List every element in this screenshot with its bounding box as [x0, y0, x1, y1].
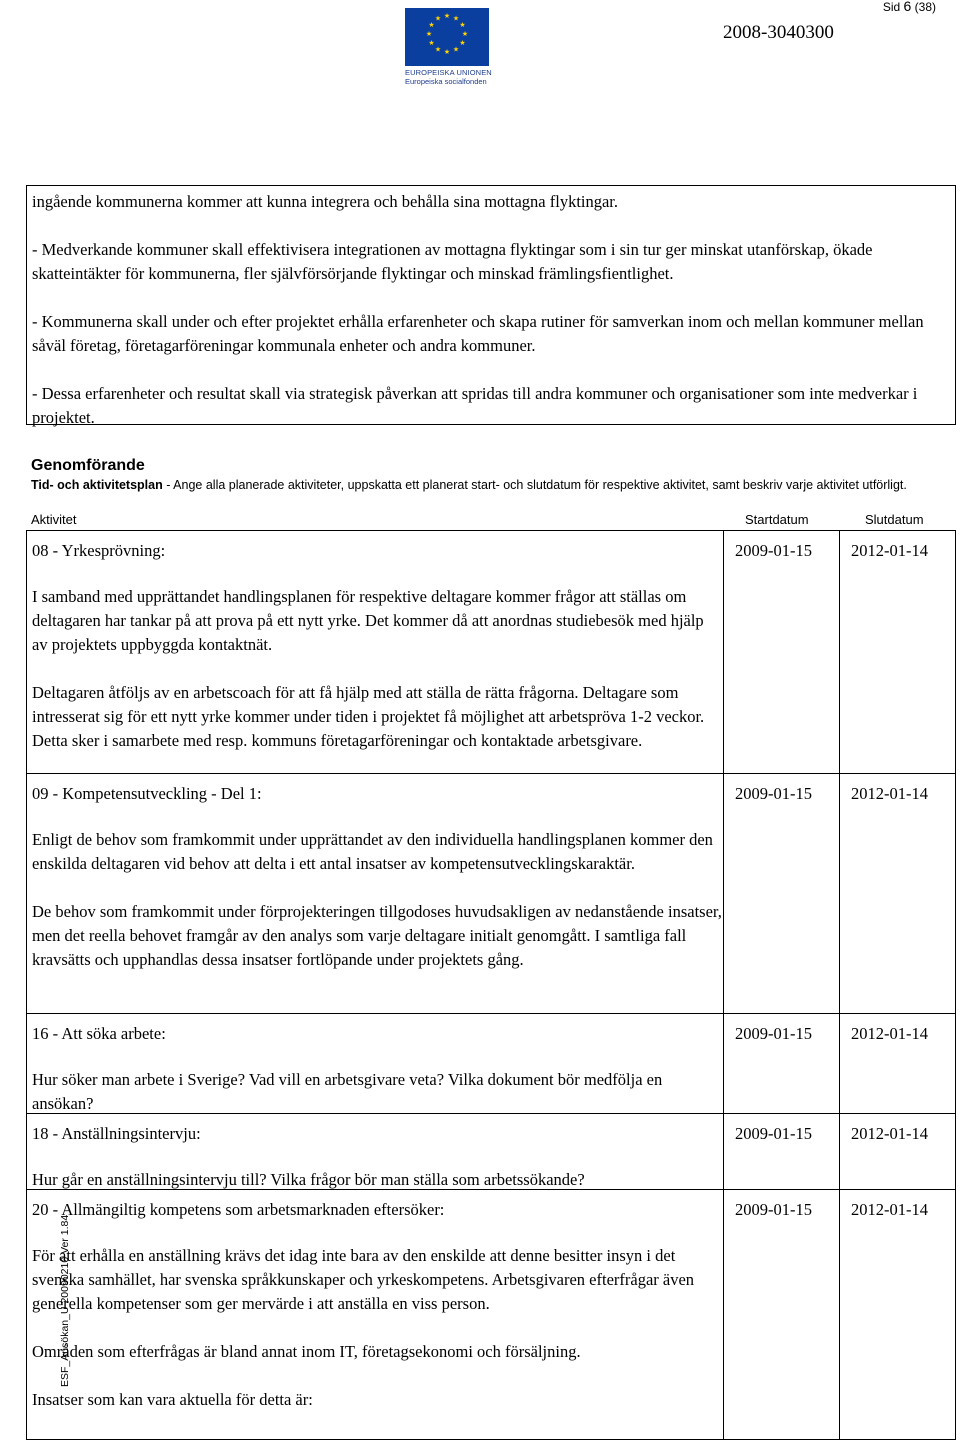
activity-table	[26, 530, 956, 1440]
activity-row	[27, 1113, 955, 1190]
text-paragraph: ingående kommunerna kommer att kunna integrera och behålla sina mottagna flyktingar.	[32, 192, 619, 211]
activity-start-date: 2009-01-15	[735, 784, 812, 803]
svg-text:★: ★	[461, 30, 469, 38]
activity-title: 18 - Anställningsintervju:	[32, 1124, 201, 1143]
text-box	[26, 185, 956, 425]
registration-number: 2008-3040300	[723, 22, 834, 43]
column-headers	[31, 512, 949, 530]
activity-paragraph: Insatser som kan vara aktuella för detta är:	[32, 1390, 313, 1409]
instruction-text: - Ange alla planerade aktiviteter, uppskatta ett planerat start- och slutdatum för respektive aktivitet, samt beskriv varje aktivitet utförligt.	[162, 478, 907, 492]
logo-line2: Europeiska socialfonden	[405, 77, 487, 86]
activity-paragraph: I samband med upprättandet handlingsplanen för respektive deltagare kommer frågor att ställas om deltagaren har tankar på att prova på ett nytt yrke. Det kommer då att anordnas studiebesök med hjälp av projektets uppbyggda kontaktnät.	[32, 587, 704, 654]
text-paragraph: - Dessa erfarenheter och resultat skall via strategisk påverkan att spridas till andra kommuner och organisationer som inte medverkar i projektet.	[32, 384, 918, 427]
svg-text:★: ★	[434, 45, 442, 54]
activity-row	[27, 1013, 955, 1114]
activity-end-date: 2012-01-14	[851, 1024, 928, 1043]
svg-text:★: ★	[443, 48, 451, 56]
activity-title: 16 - Att söka arbete:	[32, 1024, 166, 1043]
section-instructions	[31, 478, 951, 493]
activity-end-date: 2012-01-14	[851, 784, 928, 803]
activity-end-date: 2012-01-14	[851, 1200, 928, 1219]
text-paragraph: - Medverkande kommuner skall effektivisera integrationen av mottagna flyktingar som i sin tur ger minskat utanförskap, ökade skatteintäkter för kommunerna, fler självförsörjande flyktingar och minskad främlingsfientlighet.	[32, 240, 873, 283]
svg-text:★: ★	[459, 21, 466, 29]
svg-text:★: ★	[428, 21, 435, 29]
eu-logo	[405, 8, 492, 86]
activity-title: 20 - Allmängiltig kompetens som arbetsmarknaden eftersöker:	[32, 1200, 445, 1219]
svg-text:★: ★	[452, 45, 460, 54]
column-header-activity: Aktivitet	[31, 512, 77, 527]
page-total: (38)	[914, 0, 936, 14]
activity-end-date: 2012-01-14	[851, 541, 928, 560]
activity-start-date: 2009-01-15	[735, 1200, 812, 1219]
page-prefix: Sid	[882, 0, 901, 14]
activity-paragraph: För att erhålla en anställning krävs det idag inte bara av den enskilde att denne besitter insyn i det svenska samhället, har svenska språkkunskaper och yrkeskompetens. Arbetsgivaren efterfrågar även generella kompetenser som ger mervärde i att anställa en viss person.	[32, 1246, 695, 1313]
activity-paragraph: Hur söker man arbete i Sverige? Vad vill en arbetsgivare veta? Vilka dokument bör medfölja en ansökan?	[32, 1070, 663, 1113]
activity-start-date: 2009-01-15	[735, 1024, 812, 1043]
svg-text:★: ★	[428, 39, 435, 47]
activity-end-date: 2012-01-14	[851, 1124, 928, 1143]
svg-text:★: ★	[425, 30, 433, 38]
activity-paragraph: Hur går en anställningsintervju till? Vilka frågor bör man ställa som arbetssökande?	[32, 1170, 585, 1189]
form-version-footer: ESF_Ansökan_U 20090210 Ver 1.84	[59, 1214, 71, 1387]
section-title: Genomförande	[31, 457, 145, 474]
activity-paragraph: Deltagaren åtföljs av en arbetscoach för att få hjälp med att ställa de rätta frågorna. Deltagare som intresserat sig för ett nytt yrke kommer under tiden i projektet få möjlighet att arbetspröva 1-2 veckor. Detta sker i samarbete med resp. kommuns företagarföreningar och kontaktade arbetsgivare.	[32, 683, 705, 750]
activity-row	[27, 1189, 955, 1440]
activity-start-date: 2009-01-15	[735, 1124, 812, 1143]
activity-paragraph: Områden som efterfrågas är bland annat inom IT, företagsekonomi och försäljning.	[32, 1342, 581, 1361]
activity-paragraph: Enligt de behov som framkommit under upprättandet av den individuella handlingsplanen kommer den enskilda deltagaren vid behov att delta i ett antal insatser av kompetensutvecklingskaraktär.	[32, 830, 713, 873]
page-number	[883, 0, 936, 14]
svg-text:★: ★	[459, 39, 466, 47]
svg-text:★: ★	[434, 14, 442, 23]
instruction-bold: Tid- och aktivitetsplan	[31, 478, 163, 492]
column-header-end: Slutdatum	[865, 512, 924, 527]
svg-text:★: ★	[443, 12, 451, 20]
activity-row	[27, 531, 955, 773]
activity-title: 09 - Kompetensutveckling - Del 1:	[32, 784, 262, 803]
page-current: 6	[903, 0, 912, 14]
activity-row	[27, 773, 955, 1014]
text-paragraph: - Kommunerna skall under och efter projektet erhålla erfarenheter och skapa rutiner för samverkan inom och mellan kommuner mellan såväl företag, företagarföreningar kommunala enheter och andra kommuner.	[32, 312, 924, 355]
svg-text:★: ★	[452, 14, 460, 23]
activity-start-date: 2009-01-15	[735, 541, 812, 560]
logo-line1: EUROPEISKA UNIONEN	[405, 68, 492, 77]
column-header-start: Startdatum	[745, 512, 809, 527]
eu-flag-icon	[405, 8, 489, 66]
activity-paragraph: De behov som framkommit under förprojekteringen tillgodoses huvudsakligen av nedanstående insatser, men det reella behovet framgår av den analys som varje deltagare initialt genomgått. I samtliga fall kravsätts och upphandlas dessa insatser fortlöpande under projektets gång.	[32, 902, 722, 969]
activity-title: 08 - Yrkesprövning:	[32, 541, 166, 560]
